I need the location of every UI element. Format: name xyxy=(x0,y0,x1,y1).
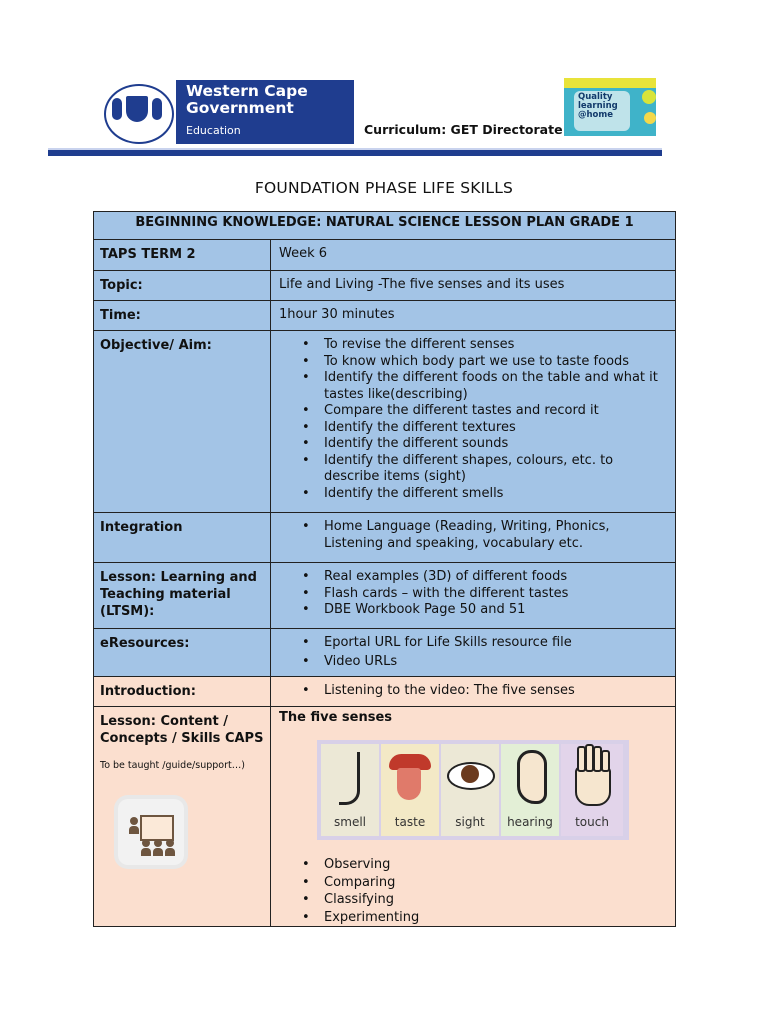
directorate-label: Curriculum: GET Directorate xyxy=(364,122,563,137)
western-cape-logo xyxy=(98,80,354,144)
hand-icon xyxy=(575,766,611,806)
objective-row xyxy=(94,331,676,513)
logo-line2: Government xyxy=(186,99,294,117)
eresources-label: eResources: xyxy=(94,629,271,677)
integration-label: Integration xyxy=(94,513,271,563)
hearing-panel xyxy=(501,744,559,836)
list-item: • Identify the different textures xyxy=(324,420,667,437)
topic-label: Topic: xyxy=(94,271,271,301)
list-item: • To revise the different senses xyxy=(324,337,667,354)
sense-label: taste xyxy=(394,815,426,829)
eresources-row xyxy=(94,629,676,677)
list-item: • Identify the different sounds xyxy=(324,436,667,453)
list-item: • Classifying xyxy=(324,891,667,909)
integration-row xyxy=(94,513,676,563)
nose-icon xyxy=(339,752,360,805)
objective-list xyxy=(279,337,667,502)
list-item: • Comparing xyxy=(324,874,667,892)
integration-list xyxy=(279,519,667,552)
eresources-list xyxy=(279,635,667,670)
coat-of-arms-icon xyxy=(98,80,176,144)
sense-label: sight xyxy=(455,815,485,829)
introduction-label: Introduction: xyxy=(94,677,271,707)
time-label: Time: xyxy=(94,301,271,331)
smell-panel xyxy=(321,744,379,836)
list-item: • DBE Workbook Page 50 and 51 xyxy=(324,602,667,619)
ear-icon xyxy=(517,750,547,804)
list-item: • Identify the different shapes, colours, etc. to describe items (sight) xyxy=(324,453,667,486)
term-value: Week 6 xyxy=(271,240,676,271)
time-row xyxy=(94,301,676,331)
logo-dept: Education xyxy=(186,124,241,137)
skills-list xyxy=(279,856,667,926)
list-item: • Experimenting xyxy=(324,909,667,927)
content-heading: The five senses xyxy=(279,710,393,725)
five-senses-illustration xyxy=(317,740,629,840)
time-value: 1hour 30 minutes xyxy=(271,301,676,331)
term-label: TAPS TERM 2 xyxy=(94,240,271,271)
list-item: • Identify the different smells xyxy=(324,486,667,503)
ltsm-list xyxy=(279,569,667,619)
introduction-row xyxy=(94,677,676,707)
logo-line1: Western Cape xyxy=(186,82,308,100)
content-note: To be taught /guide/support…) xyxy=(100,760,245,771)
list-item: • Listening to the video: The five senses xyxy=(324,683,667,700)
list-item: • Flash cards – with the different tastes xyxy=(324,586,667,603)
content-row xyxy=(94,707,676,927)
table-heading-row xyxy=(94,212,676,240)
topic-row xyxy=(94,271,676,301)
ltsm-row xyxy=(94,563,676,629)
taste-panel xyxy=(381,744,439,836)
list-item: • Observing xyxy=(324,856,667,874)
teacher-classroom-icon xyxy=(118,799,184,865)
list-item: • Eportal URL for Life Skills resource file xyxy=(324,635,667,652)
badge-text: Quality learning @home xyxy=(578,92,618,120)
list-item: • Identify the different foods on the table and what it tastes like(describing) xyxy=(324,370,667,403)
list-item: • Video URLs xyxy=(324,654,667,671)
page-title: FOUNDATION PHASE LIFE SKILLS xyxy=(254,179,514,197)
ltsm-label: Lesson: Learning and Teaching material (LTSM): xyxy=(94,563,271,629)
objective-label: Objective/ Aim: xyxy=(94,331,271,513)
sense-label: touch xyxy=(575,815,609,829)
list-item: • Home Language (Reading, Writing, Phonics, Listening and speaking, vocabulary etc. xyxy=(324,519,667,552)
sense-label: smell xyxy=(334,815,366,829)
quality-learning-badge xyxy=(564,78,656,136)
header-rule xyxy=(48,150,662,156)
sense-label: hearing xyxy=(507,815,553,829)
sight-panel xyxy=(441,744,499,836)
list-item: • Real examples (3D) of different foods xyxy=(324,569,667,586)
table-heading: BEGINNING KNOWLEDGE: NATURAL SCIENCE LESSON PLAN GRADE 1 xyxy=(94,212,676,240)
introduction-list xyxy=(279,683,667,700)
list-item: • Compare the different tastes and record it xyxy=(324,403,667,420)
content-label: Lesson: Content / Concepts / Skills CAPS xyxy=(100,714,264,746)
topic-value: Life and Living -The five senses and its uses xyxy=(271,271,676,301)
touch-panel xyxy=(561,744,623,836)
term-row xyxy=(94,240,676,271)
lesson-plan-table xyxy=(93,211,676,927)
list-item: • To know which body part we use to taste foods xyxy=(324,354,667,371)
